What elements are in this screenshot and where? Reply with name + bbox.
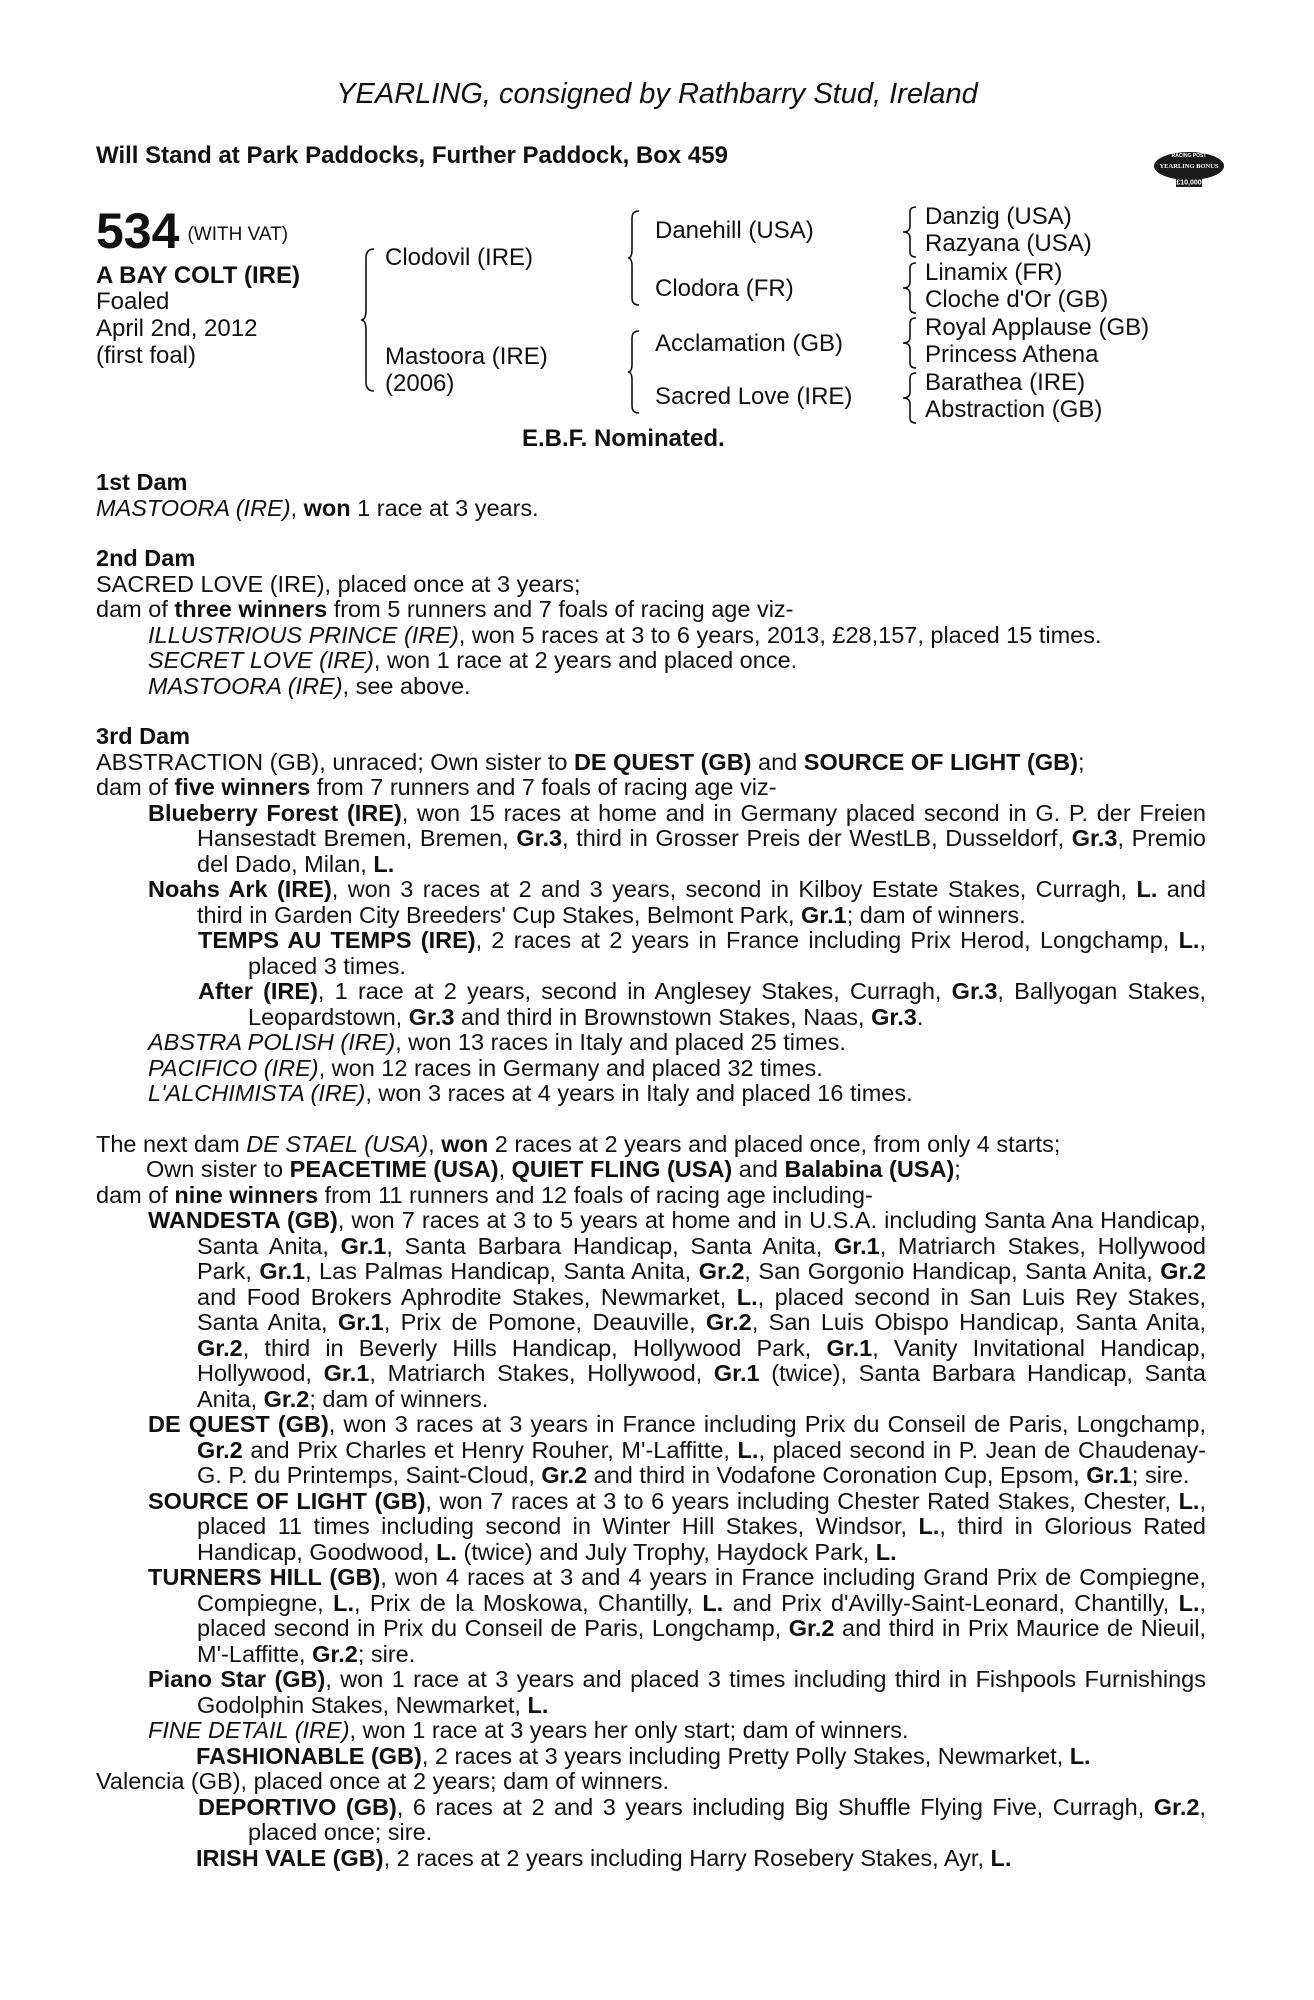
- produce-entry: [96, 928, 1206, 979]
- text: and Food Brokers Aphrodite Stakes, Newmarket,: [197, 1283, 737, 1310]
- produce-entry: Valencia (GB), placed once at 2 years; dam of winners.: [96, 1768, 669, 1794]
- text: ABSTRACTION (GB), unraced; Own sister to: [96, 748, 574, 775]
- text: and third in Garden City Breeders' Cup Stakes, Belmont Park,: [197, 876, 1206, 928]
- grade: L.: [1178, 1589, 1200, 1616]
- horse-name: SOURCE OF LIGHT (GB): [803, 748, 1078, 775]
- text: , Matriarch Stakes, Hollywood,: [369, 1360, 714, 1386]
- grade: L.: [436, 1538, 457, 1565]
- third-dam-line: [96, 750, 1206, 776]
- grade: L.: [373, 850, 395, 877]
- text: ; dam of winners.: [309, 1385, 489, 1412]
- grade: Gr.3: [1071, 825, 1118, 851]
- grade: L.: [1136, 876, 1158, 902]
- text: .: [916, 1003, 924, 1030]
- horse-name: DE STAEL (USA): [246, 1130, 429, 1157]
- brace-g4: [902, 372, 918, 424]
- text: from 7 runners and 7 foals of racing age viz-: [310, 774, 777, 800]
- text: , San Luis Obispo Handicap, Santa Anita,: [751, 1309, 1206, 1335]
- text: The next dam: [96, 1130, 247, 1157]
- horse-name: PACIFICO (IRE): [148, 1054, 319, 1081]
- grade: Gr.1: [337, 1309, 384, 1335]
- horse-name: IRISH VALE (GB): [196, 1844, 384, 1871]
- text: , third in Glorious Rated Handicap, Goodwood,: [197, 1513, 1206, 1565]
- text: , won 3 races at 2 and 3 years, second in Kilboy Estate Stakes, Curragh,: [331, 876, 1137, 902]
- horse-name: Blueberry Forest (IRE): [148, 799, 402, 826]
- dam-year: (2006): [385, 370, 455, 397]
- text: , Santa Barbara Handicap, Santa Anita,: [386, 1232, 834, 1259]
- text: , 2 races at 2 years in France including Prix Herod, Longchamp,: [475, 927, 1179, 953]
- produce-entry: [96, 1795, 1206, 1846]
- grade: Gr.2: [541, 1462, 588, 1488]
- ancestor-5: Royal Applause (GB): [925, 314, 1150, 341]
- horse-name: DEPORTIVO (GB): [198, 1793, 397, 1820]
- text: , San Gorgonio Handicap, Santa Anita,: [744, 1258, 1161, 1284]
- horse-name: PEACETIME (USA): [289, 1156, 499, 1182]
- next-dam-siblings: [96, 1157, 1206, 1183]
- grade: L.: [1178, 1487, 1200, 1514]
- produce-entry: [96, 623, 1206, 649]
- brace-sire-line: [627, 210, 641, 306]
- produce-entry: [96, 1565, 1206, 1667]
- grade: Gr.2: [1153, 1793, 1200, 1820]
- ancestor-1: Danzig (USA): [925, 203, 1072, 230]
- text: , 2 races at 3 years including Pretty Polly Stakes, Newmarket,: [421, 1742, 1070, 1769]
- produce-record: [96, 470, 1206, 1871]
- first-dam-heading: 1st Dam: [96, 469, 188, 495]
- first-dam-rest: 1 race at 3 years.: [350, 494, 539, 521]
- grade: Gr.1: [1086, 1462, 1132, 1488]
- grade: Gr.3: [516, 825, 563, 851]
- text: , 2 races at 2 years including Harry Rosebery Stakes, Ayr,: [383, 1844, 991, 1871]
- text: , won 15 races at home and in Germany placed second in G. P. der Freien Hansestadt Bremen, Bremen,: [197, 799, 1206, 851]
- grade: L.: [702, 1589, 724, 1616]
- horse-name: QUIET FLING (USA): [511, 1156, 733, 1182]
- text: from 11 runners and 12 foals of racing age including-: [318, 1181, 873, 1208]
- grade: L.: [990, 1844, 1012, 1871]
- third-dam-heading: 3rd Dam: [96, 723, 191, 749]
- horse-name: TEMPS AU TEMPS (IRE): [198, 927, 476, 953]
- text: , won 3 races at 4 years in Italy and placed 16 times.: [365, 1080, 913, 1106]
- horse-name: After (IRE): [198, 978, 318, 1004]
- text: dam of: [96, 1181, 175, 1208]
- text: , Prix de Pomone, Deauville,: [383, 1309, 707, 1335]
- second-dam-line: SACRED LOVE (IRE), placed once at 3 years;: [96, 570, 581, 597]
- first-dam-won: won: [303, 494, 351, 521]
- next-dam-produce-summary: [96, 1183, 1206, 1209]
- text: , placed second in San Luis Rey Stakes, Santa Anita,: [197, 1283, 1207, 1335]
- horse-name: SOURCE OF LIGHT (GB): [148, 1487, 426, 1514]
- horse-name: FASHIONABLE (GB): [196, 1742, 422, 1769]
- dam-dam-name: Sacred Love (IRE): [655, 383, 853, 410]
- badge-line2: YEARLING BONUS: [1159, 163, 1219, 170]
- text: ; sire.: [357, 1640, 416, 1667]
- ancestor-7: Barathea (IRE): [925, 369, 1086, 396]
- produce-entry: [96, 1030, 1206, 1056]
- text: , Premio del Dado, Milan,: [197, 825, 1207, 877]
- stand-location: Will Stand at Park Paddocks, Further Paddock, Box 459: [96, 142, 728, 169]
- produce-entry: [96, 674, 1206, 700]
- grade: Gr.2: [197, 1334, 243, 1361]
- grade: Gr.2: [263, 1385, 310, 1412]
- text: , won 4 races at 3 and 4 years in France including Grand Prix de Compiegne, Compiegne,: [197, 1564, 1206, 1616]
- grade: Gr.2: [698, 1258, 745, 1284]
- text: , Matriarch Stakes, Hollywood Park,: [197, 1232, 1206, 1284]
- text: , won 1 race at 2 years and placed once.: [373, 647, 798, 673]
- horse-name: DE QUEST (GB): [148, 1411, 329, 1437]
- winners-count: three winners: [174, 596, 328, 622]
- second-dam-heading: 2nd Dam: [96, 545, 196, 571]
- text: , placed 11 times including second in Winter Hill Stakes, Windsor,: [197, 1487, 1206, 1539]
- horse-name: ABSTRA POLISH (IRE): [148, 1029, 396, 1055]
- text: , see above.: [342, 672, 471, 699]
- text: ; dam of winners.: [846, 901, 1026, 928]
- horse-name: Piano Star (GB): [148, 1666, 326, 1692]
- sire-dam-name: Clodora (FR): [655, 275, 794, 302]
- horse-name: WANDESTA (GB): [148, 1207, 338, 1233]
- horse-name: TURNERS HILL (GB): [148, 1564, 381, 1590]
- third-dam-produce-summary: [96, 775, 1206, 801]
- ancestor-2: Razyana (USA): [925, 230, 1092, 257]
- horse-name: A BAY COLT (IRE): [96, 262, 301, 289]
- horse-name: DE QUEST (GB): [573, 748, 752, 775]
- lot-number-line: [96, 203, 289, 260]
- first-dam-line: MASTOORA (IRE), won 1 race at 3 years.: [96, 494, 539, 521]
- badge-line1: RACING POST: [1171, 153, 1207, 159]
- foaled-date: April 2nd, 2012: [96, 315, 258, 342]
- produce-entry: [96, 1056, 1206, 1082]
- text: , placed once; sire.: [248, 1793, 1206, 1845]
- text: ,: [498, 1156, 512, 1182]
- grade: Gr.2: [1160, 1258, 1207, 1284]
- text: , third in Grosser Preis der WestLB, Dusseldorf,: [562, 825, 1072, 851]
- produce-entry: [96, 1208, 1206, 1412]
- text: , Ballyogan Stakes, Leopardstown,: [248, 978, 1206, 1030]
- text: , won 1 race at 3 years her only start; dam of winners.: [349, 1717, 909, 1743]
- brace-dam-line: [627, 330, 641, 414]
- ancestor-6: Princess Athena: [925, 341, 1099, 368]
- grade: Gr.1: [833, 1232, 880, 1259]
- horse-name: SECRET LOVE (IRE): [148, 647, 374, 673]
- text: Own sister to: [146, 1156, 290, 1182]
- grade: L.: [918, 1513, 940, 1539]
- text: and Prix d'Avilly-Saint-Leonard, Chantilly,: [723, 1589, 1179, 1616]
- horse-name: Noahs Ark (IRE): [148, 876, 332, 902]
- grade: L.: [333, 1589, 354, 1616]
- text: , placed 3 times.: [248, 927, 1206, 979]
- brace-g2: [902, 262, 918, 314]
- won: won: [441, 1130, 489, 1157]
- foaled-label: Foaled: [96, 288, 170, 315]
- ebf-nominated: E.B.F. Nominated.: [522, 425, 725, 452]
- grade: Gr.1: [340, 1232, 387, 1259]
- text: , won 7 races at 3 to 6 years including Chester Rated Stakes, Chester,: [425, 1487, 1179, 1514]
- text: from 5 runners and 7 foals of racing age viz-: [327, 596, 794, 622]
- text: dam of: [96, 596, 175, 622]
- text: , won 7 races at 3 to 5 years at home and in U.S.A. including Santa Ana Handicap, Santa Anita,: [197, 1207, 1206, 1259]
- produce-entry: [96, 979, 1206, 1030]
- ancestor-3: Linamix (FR): [925, 259, 1063, 286]
- text: , won 5 races at 3 to 6 years, 2013, £28,157, placed 15 times.: [458, 621, 1102, 648]
- text: and Prix Charles et Henry Rouher, M'-Laffitte,: [242, 1436, 738, 1463]
- produce-entry: [96, 1412, 1206, 1489]
- text: , 1 race at 2 years, second in Anglesey Stakes, Curragh,: [317, 978, 952, 1004]
- grade: Gr.2: [706, 1309, 752, 1335]
- text: , won 1 race at 3 years and placed 3 times including third in Fishpools Furnishings Godolphin Stakes, Newmarket,: [197, 1666, 1206, 1718]
- text: , placed second in Prix du Conseil de Paris, Longchamp,: [197, 1589, 1207, 1641]
- text: , Prix de la Moskowa, Chantilly,: [353, 1589, 703, 1616]
- text: , 6 races at 2 and 3 years including Big Shuffle Flying Five, Curragh,: [396, 1793, 1154, 1820]
- foal-note: (first foal): [96, 342, 197, 369]
- grade: L.: [1069, 1742, 1091, 1769]
- ancestor-4: Cloche d'Or (GB): [925, 286, 1109, 313]
- produce-entry: [96, 801, 1206, 878]
- grade: L.: [527, 1691, 549, 1718]
- grade: L.: [875, 1538, 897, 1565]
- sire-name: Clodovil (IRE): [385, 244, 534, 271]
- brace-generation-1: [360, 248, 376, 392]
- horse-name: MASTOORA (IRE): [148, 672, 343, 699]
- grade: L.: [1178, 927, 1200, 953]
- text: and third in Prix Maurice de Nieuil, M'-Laffitte,: [197, 1615, 1206, 1667]
- grade: Gr.3: [951, 978, 998, 1004]
- winners-count: nine winners: [174, 1181, 319, 1208]
- produce-entry: [96, 1718, 1206, 1744]
- text: , Las Palmas Handicap, Santa Anita,: [305, 1258, 699, 1284]
- grade: Gr.1: [801, 901, 847, 928]
- produce-entry: [96, 1667, 1206, 1718]
- text: , third in Beverly Hills Handicap, Hollywood Park,: [242, 1334, 827, 1361]
- text: dam of: [96, 774, 175, 800]
- page-title: YEARLING, consigned by Rathbarry Stud, Ireland: [336, 78, 978, 110]
- text: and: [732, 1156, 785, 1182]
- grade: Gr.3: [408, 1003, 455, 1030]
- text: ;: [1077, 748, 1085, 775]
- ancestor-8: Abstraction (GB): [925, 396, 1103, 423]
- produce-entry: [96, 648, 1206, 674]
- produce-entry: [96, 1846, 1206, 1872]
- text: , Vanity Invitational Handicap, Hollywood,: [197, 1334, 1207, 1386]
- text: , won 13 races in Italy and placed 25 times.: [395, 1029, 846, 1055]
- badge-line3: £10,000: [1176, 179, 1202, 187]
- produce-entry: [96, 1744, 1206, 1770]
- grade: L.: [737, 1436, 759, 1463]
- grade: Gr.2: [312, 1640, 358, 1667]
- dam-sire-name: Acclamation (GB): [655, 330, 844, 357]
- horse-name: ILLUSTRIOUS PRINCE (IRE): [148, 621, 459, 648]
- grade: Gr.2: [197, 1436, 243, 1463]
- grade: Gr.1: [323, 1360, 370, 1386]
- brace-g1: [902, 206, 918, 258]
- text: , placed second in P. Jean de Chaudenay-G. P. du Printemps, Saint-Cloud,: [197, 1436, 1206, 1488]
- text: , won 3 races at 3 years in France including Prix du Conseil de Paris, Longchamp,: [328, 1411, 1206, 1437]
- vat-label: (WITH VAT): [187, 223, 289, 245]
- text: (twice) and July Trophy, Haydock Park,: [456, 1538, 876, 1565]
- produce-entry: [96, 1081, 1206, 1107]
- yearling-bonus-badge: [1152, 146, 1226, 196]
- text: ;: [954, 1156, 961, 1182]
- text: ; sire.: [1131, 1462, 1190, 1488]
- text: 2 races at 2 years and placed once, from only 4 starts;: [488, 1130, 1061, 1157]
- second-dam-produce-summary: [96, 597, 1206, 623]
- text: ,: [428, 1130, 442, 1157]
- brace-g3: [902, 317, 918, 369]
- grade: Gr.1: [259, 1258, 306, 1284]
- dam-name: Mastoora (IRE): [385, 343, 548, 370]
- horse-name: FINE DETAIL (IRE): [148, 1717, 350, 1743]
- winners-count: five winners: [174, 774, 311, 800]
- text: (twice), Santa Barbara Handicap, Santa Anita,: [197, 1360, 1206, 1412]
- grade: L.: [736, 1283, 758, 1310]
- text: and third in Vodafone Coronation Cup, Epsom,: [587, 1462, 1087, 1488]
- grade: Gr.1: [713, 1360, 760, 1386]
- grade: Gr.3: [871, 1003, 917, 1030]
- lot-number: 534: [96, 203, 180, 259]
- grade: Gr.2: [788, 1615, 835, 1641]
- first-dam-name: MASTOORA (IRE): [96, 494, 291, 521]
- next-dam-line: [96, 1132, 1206, 1158]
- sire-sire-name: Danehill (USA): [655, 217, 814, 244]
- produce-entry: [96, 1489, 1206, 1566]
- text: and: [751, 748, 804, 775]
- produce-entry: [96, 877, 1206, 928]
- horse-name: Balabina (USA): [784, 1156, 955, 1182]
- text: , won 12 races in Germany and placed 32 times.: [318, 1054, 823, 1081]
- horse-name: L'ALCHIMISTA (IRE): [148, 1080, 366, 1106]
- grade: Gr.1: [826, 1334, 873, 1361]
- text: and third in Brownstown Stakes, Naas,: [454, 1003, 872, 1030]
